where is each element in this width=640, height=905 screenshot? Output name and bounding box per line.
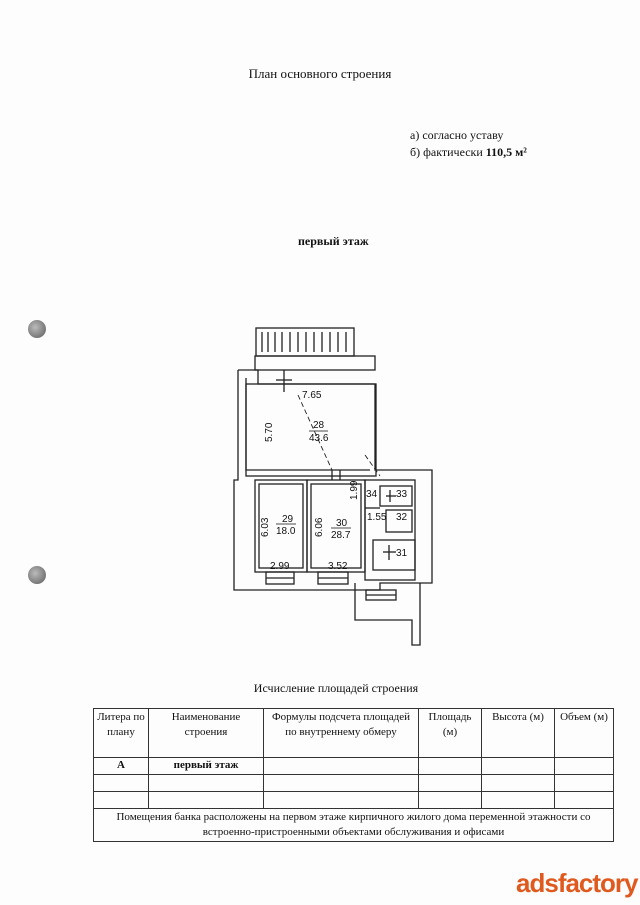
- dim-7-65: 7.65: [302, 390, 322, 401]
- dim-3-52: 3.52: [328, 561, 348, 572]
- dim-2-99: 2.99: [270, 561, 290, 572]
- header-area: Площадь (м): [419, 709, 482, 758]
- cell-litera: А: [94, 758, 149, 775]
- cell-empty: [149, 792, 264, 809]
- room-28-area: 43.6: [309, 433, 329, 444]
- room-33-number: 33: [396, 489, 408, 500]
- logo-part-1: ads: [516, 868, 558, 898]
- area-actual-label: б) фактически: [410, 145, 483, 159]
- room-31-number: 31: [396, 548, 408, 559]
- cell-empty: [419, 792, 482, 809]
- cell-empty: [482, 792, 555, 809]
- room-28-number: 28: [313, 420, 325, 431]
- room-30-number: 30: [336, 518, 348, 529]
- cell-empty: [419, 775, 482, 792]
- dim-5-70: 5.70: [264, 422, 275, 442]
- table-note-row: [94, 809, 614, 842]
- table-row: [94, 775, 614, 792]
- area-actual-value: 110,5 м²: [485, 145, 527, 159]
- plan-walls: [234, 328, 432, 645]
- cell-empty: [264, 792, 419, 809]
- header-height: Высота (м): [482, 709, 555, 758]
- cell-empty: [555, 792, 614, 809]
- adsfactory-logo: [516, 868, 638, 899]
- page-title: План основного строения: [248, 66, 392, 81]
- table-header-row: [94, 709, 614, 758]
- cell-empty: [149, 775, 264, 792]
- table-row: [94, 792, 614, 809]
- dim-1-55: 1.55: [367, 512, 387, 523]
- table-note: Помещения банка расположены на первом этаже кирпичного жилого дома переменной этажности со встроенно-пристроенными объектами обслуживания и офисами: [94, 809, 614, 842]
- cell-empty: [264, 775, 419, 792]
- cell-empty: [482, 758, 555, 775]
- table-row: [94, 758, 614, 775]
- cell-empty: [94, 792, 149, 809]
- header-litera: Литера по плану: [94, 709, 149, 758]
- room-29-number: 29: [282, 514, 294, 525]
- cell-empty: [419, 758, 482, 775]
- dim-1-99: 1.99: [349, 480, 360, 500]
- room-30-area: 28.7: [331, 530, 351, 541]
- room-32-number: 32: [396, 512, 408, 523]
- cell-empty: [264, 758, 419, 775]
- cell-empty: [555, 775, 614, 792]
- floor-title: первый этаж: [298, 234, 369, 248]
- dim-6-06: 6.06: [314, 517, 325, 537]
- header-volume: Объем (м): [555, 709, 614, 758]
- logo-part-2: factory: [557, 868, 638, 898]
- header-name: Наименование строения: [149, 709, 264, 758]
- calc-title: Исчисление площадей строения: [253, 681, 419, 695]
- cell-name: первый этаж: [149, 758, 264, 775]
- cell-empty: [482, 775, 555, 792]
- dim-6-03: 6.03: [260, 517, 271, 537]
- room-34-number: 34: [366, 489, 378, 500]
- cell-empty: [94, 775, 149, 792]
- header-formulas: Формулы подсчета площадей по внутреннему обмеру: [264, 709, 419, 758]
- area-calculation-table: [93, 708, 614, 842]
- cell-empty: [555, 758, 614, 775]
- room-29-area: 18.0: [276, 526, 296, 537]
- area-by-charter: а) согласно уставу: [410, 128, 504, 142]
